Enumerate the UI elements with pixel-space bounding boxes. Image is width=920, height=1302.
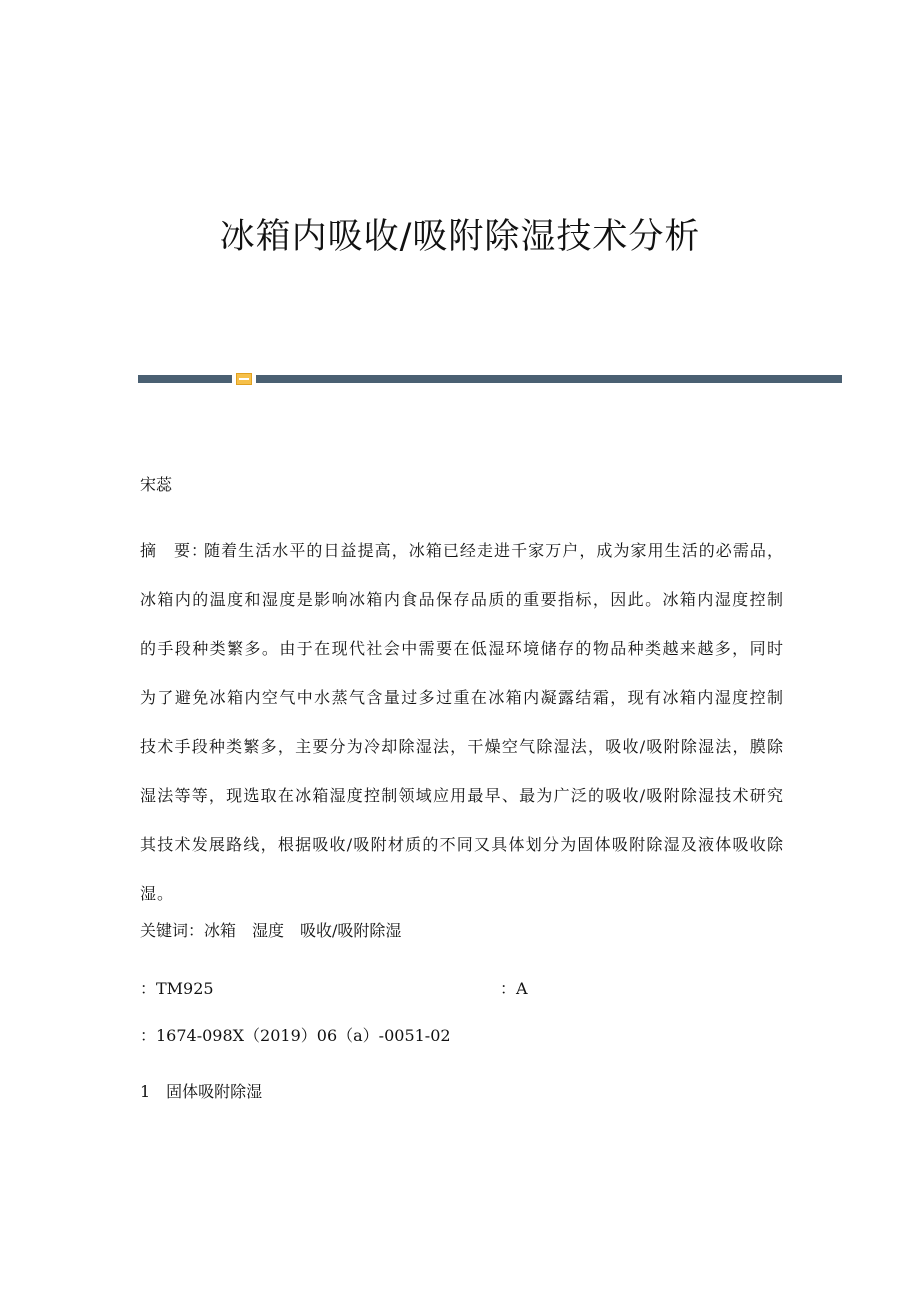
author-name: 宋蕊 — [140, 475, 173, 494]
document-code: ：A — [500, 979, 528, 998]
title-divider-left — [138, 375, 232, 383]
keywords-line: 关键词：冰箱 湿度 吸收/吸附除湿 — [140, 921, 402, 940]
abstract-text: 随着生活水平的日益提高，冰箱已经走进千家万户，成为家用生活的必需品，冰箱内的温度和湿度是影响冰箱内食品保存品质的重要指标，因此。冰箱内湿度控制的手段种类繁多。由于在现代社会中需要在低湿环境储存的物品种类越来越多，同时为了避免冰箱内空气中水蒸气含量过多过重在冰箱内凝露结霜，现有冰箱内湿度控制技术手段种类繁多，主要分为冷却除湿法，干燥空气除湿法，吸收/吸附除湿法，膜除湿法等等，现选取在冰箱湿度控制领域应用最早、最为广泛的吸收/吸附除湿技术研究其技术发展路线，根据吸收/吸附材质的不同又具体划分为固体吸附除湿及液体吸收除湿。 — [140, 541, 784, 903]
abstract-paragraph — [140, 526, 784, 918]
clc-number: ：TM925 — [140, 979, 214, 998]
abstract-label: 摘 要： — [140, 541, 209, 560]
title-divider-right — [256, 375, 842, 383]
article-number: ：1674-098X（2019）06（a）-0051-02 — [140, 1026, 451, 1045]
divider-ornament-icon — [236, 373, 252, 385]
section-heading: 1 固体吸附除湿 — [140, 1082, 263, 1101]
document-title: 冰箱内吸收/吸附除湿技术分析 — [219, 217, 701, 257]
